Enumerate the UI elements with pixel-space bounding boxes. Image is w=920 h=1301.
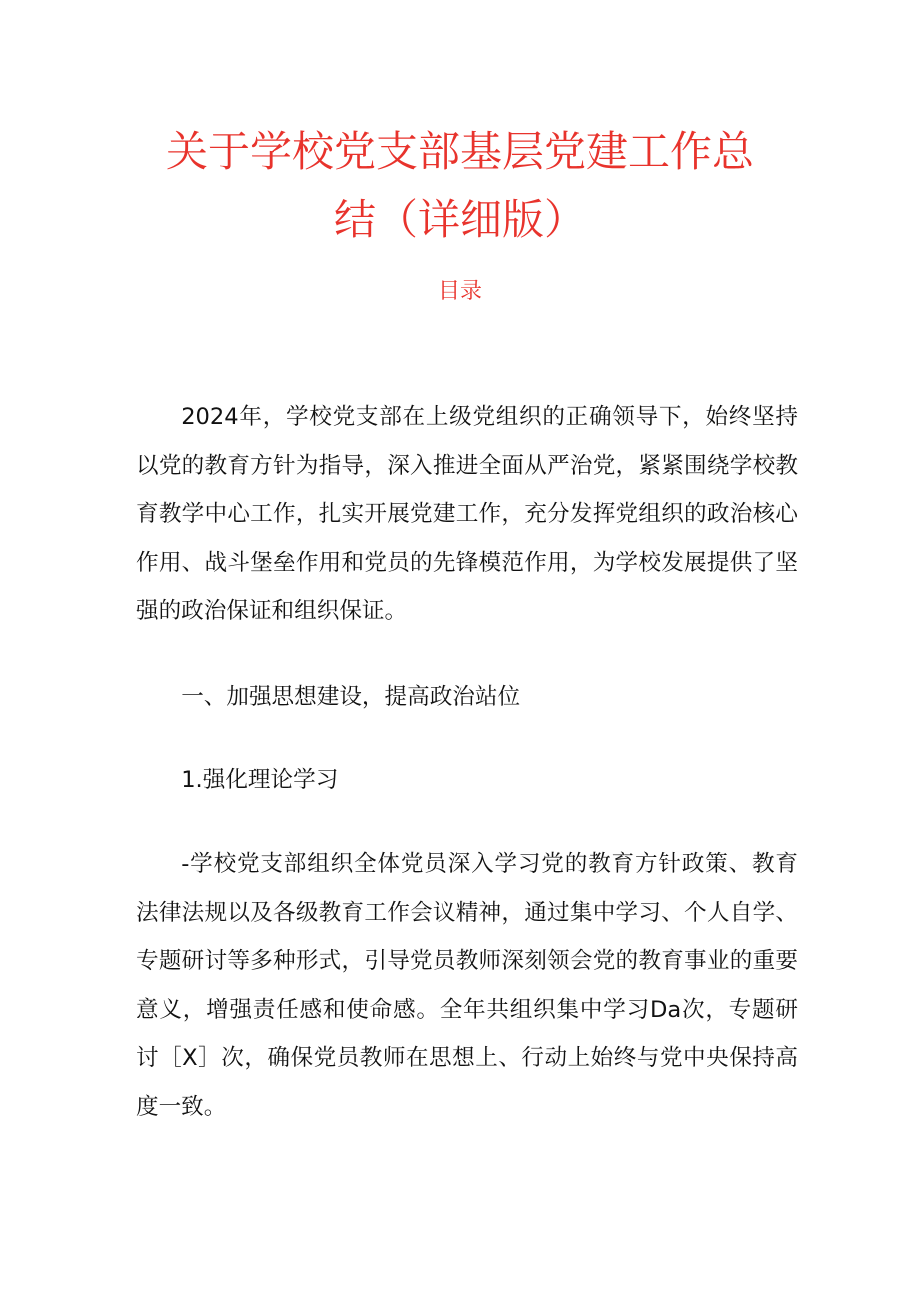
subsection-paragraph-block bbox=[136, 840, 798, 1131]
document-title bbox=[120, 118, 800, 254]
section-heading-block bbox=[136, 673, 798, 722]
document-title-line-2: 结（详细版） bbox=[333, 195, 586, 244]
document-title-line-1: 关于学校党支部基层党建工作总 bbox=[165, 127, 754, 176]
subsection-heading-block bbox=[136, 756, 798, 805]
subsection-1-heading: 1.强化理论学习 bbox=[181, 767, 339, 793]
intro-paragraph-block bbox=[136, 393, 798, 636]
section-1-heading: 一、加强思想建设，提高政治站位 bbox=[181, 684, 521, 710]
subsection-1-paragraph: -学校党支部组织全体党员深入学习党的教育方针政策、教育法律法规以及各级教育工作会议精神，通过集中学习、个人自学、专题研讨等多种形式，引导党员教师深刻领会党的教育事业的重要意义，增强责任感和使命感。全年共组织集中学习Da次，专题研讨［X］次，确保党员教师在思想上、行动上始终与党中央保持高度一致。 bbox=[136, 851, 798, 1120]
intro-paragraph: 2024年，学校党支部在上级党组织的正确领导下，始终坚持以党的教育方针为指导，深入推进全面从严治党，紧紧围绕学校教育教学中心工作，扎实开展党建工作，充分发挥党组织的政治核心作用、战斗堡垒作用和党员的先锋模范作用，为学校发展提供了坚强的政治保证和组织保证。 bbox=[136, 404, 798, 624]
toc-label: 目录 bbox=[437, 279, 482, 304]
